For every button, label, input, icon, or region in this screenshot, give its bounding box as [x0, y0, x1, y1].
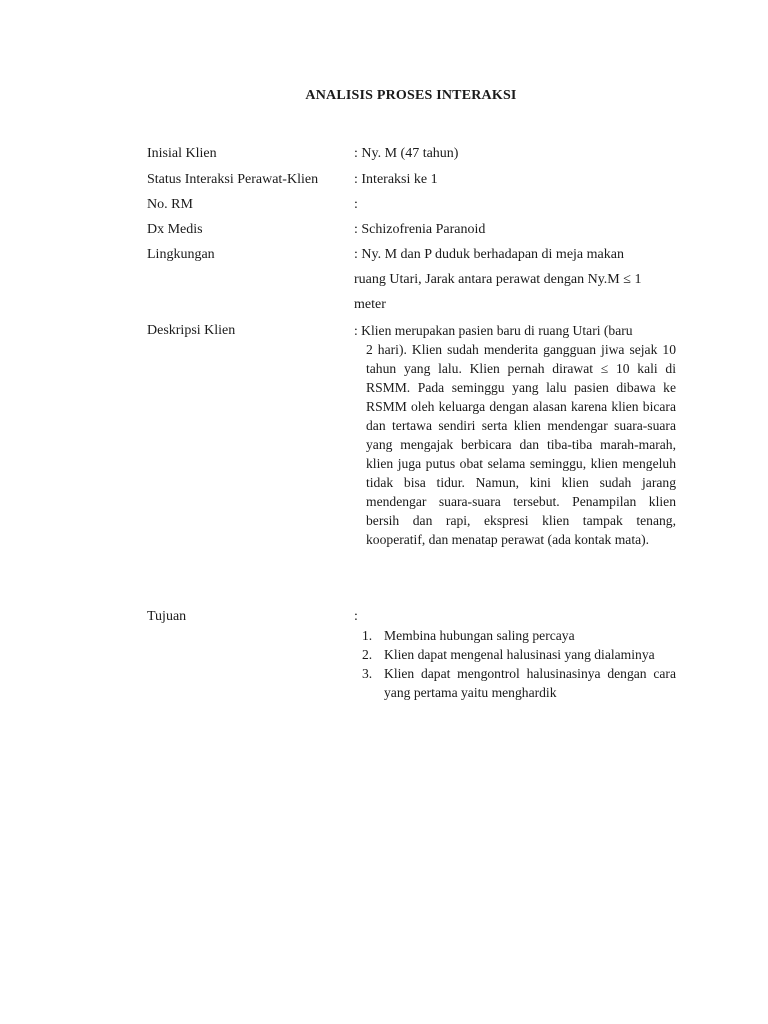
field-value: : Ny. M (47 tahun) — [354, 146, 459, 161]
lingkungan-line: meter — [354, 297, 386, 312]
list-number: 1. — [362, 628, 373, 643]
list-text: Klien dapat mengenal halusinasi yang dialaminya — [384, 647, 655, 662]
field-label: Dx Medis — [147, 222, 203, 237]
list-item — [354, 626, 676, 645]
list-item — [354, 645, 676, 664]
deskripsi-paragraph: 2 hari). Klien sudah menderita gangguan jiwa sejak 10 tahun yang lalu. Klien pernah dirawat ≤ 10 kali di RSMM. Pada seminggu yang lalu pasien dibawa ke RSMM oleh keluarga dengan alasan karena klien bicara dan tertawa sendiri serta klien mendengar suara-suara yang mengajak berbicara dan tiba-tiba marah-marah, klien juga putus obat selama seminggu, klien mengeluh tidak bisa tidur. Namun, kini klien sudah jarang mendengar suara-suara tersebut. Penampilan klien bersih dan rapi, ekspresi klien tampak tenang, kooperatif, dan menatap perawat (ada kontak mata). — [366, 342, 676, 547]
list-text: Klien dapat mengontrol halusinasinya dengan cara yang pertama yaitu menghardik — [384, 666, 676, 700]
field-value: : Interaksi ke 1 — [354, 172, 438, 187]
field-value — [354, 242, 676, 317]
lingkungan-line: ruang Utari, Jarak antara perawat dengan Ny.M ≤ 1 — [354, 272, 642, 287]
list-number: 2. — [362, 647, 373, 662]
field-label: No. RM — [147, 197, 193, 212]
field-label: Inisial Klien — [147, 146, 217, 161]
field-label: Status Interaksi Perawat-Klien — [147, 172, 319, 187]
field-value — [354, 321, 676, 549]
tujuan-list — [354, 626, 676, 702]
field-label: Lingkungan — [147, 247, 215, 262]
field-value: : Schizofrenia Paranoid — [354, 222, 486, 237]
lingkungan-line: : Ny. M dan P duduk berhadapan di meja makan — [354, 247, 624, 262]
field-label: Tujuan — [147, 609, 187, 624]
field-label: Deskripsi Klien — [147, 323, 236, 338]
list-item — [354, 664, 676, 702]
list-number: 3. — [362, 666, 373, 681]
list-text: Membina hubungan saling percaya — [384, 628, 575, 643]
field-value: : — [354, 197, 358, 212]
field-value: : — [354, 609, 358, 624]
document-title: ANALISIS PROSES INTERAKSI — [305, 88, 517, 103]
deskripsi-first-line: : Klien merupakan pasien baru di ruang Utari (baru — [354, 323, 633, 338]
